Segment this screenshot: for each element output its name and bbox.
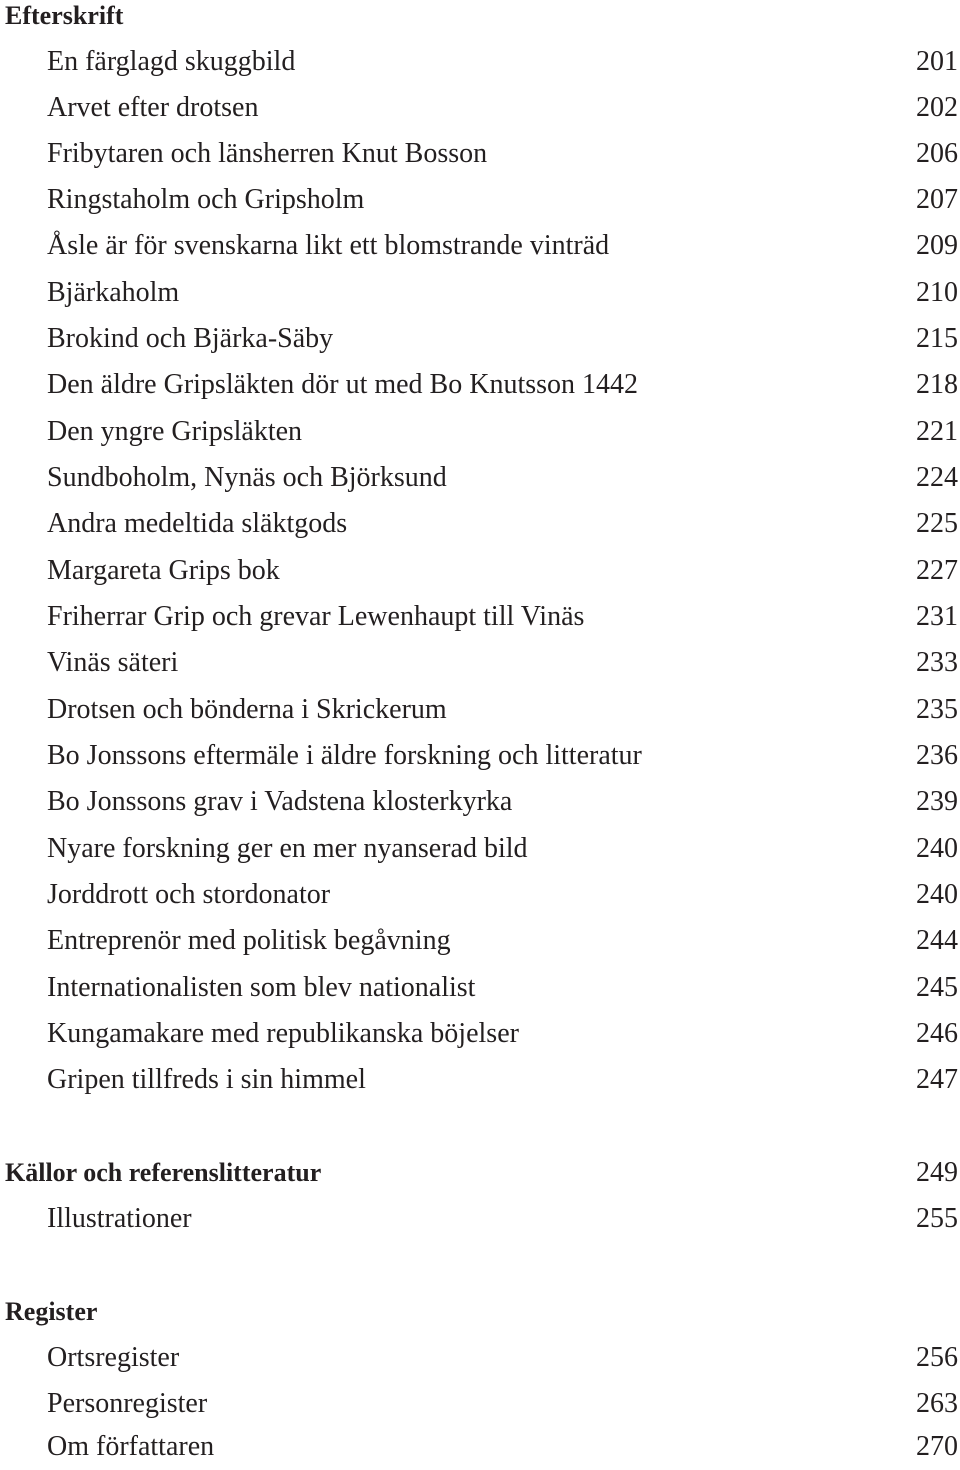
toc-entry-page: 233 — [916, 647, 958, 678]
toc-entry-title: Ortsregister — [47, 1342, 180, 1373]
toc-entry-page: 263 — [916, 1388, 958, 1419]
toc-entry-page: 224 — [916, 462, 958, 493]
toc-entry-page: 240 — [916, 833, 958, 864]
toc-entry-title: Andra medeltida släktgods — [47, 508, 348, 539]
toc-entry — [0, 1335, 960, 1381]
toc-entry-page: 218 — [916, 369, 958, 400]
toc-entry-title: Jorddrott och stordonator — [47, 879, 331, 910]
toc-entry — [0, 501, 960, 547]
toc-entry-page: 235 — [916, 694, 958, 725]
section-heading-title: Efterskrift — [5, 1, 124, 30]
toc-entry-title: Internationalisten som blev nationalist — [47, 972, 476, 1003]
toc-entry — [0, 918, 960, 964]
toc-entry-title: En färglagd skuggbild — [47, 46, 296, 77]
toc-entry — [0, 270, 960, 316]
toc-entry — [0, 733, 960, 779]
toc-entry-page: 202 — [916, 92, 958, 123]
toc-entry-page: 245 — [916, 972, 958, 1003]
toc-entry-page: 256 — [916, 1342, 958, 1373]
toc-entry — [0, 223, 960, 269]
toc-entry — [0, 316, 960, 362]
toc-entry-title: Brokind och Bjärka-Säby — [47, 323, 334, 354]
toc-entry-page: 231 — [916, 601, 958, 632]
toc-entry-title: Bo Jonssons eftermäle i äldre forskning och litteratur — [47, 740, 642, 771]
toc-entry — [0, 548, 960, 594]
toc-entry — [0, 826, 960, 872]
toc-entry-page: 215 — [916, 323, 958, 354]
toc-entry-title: Den yngre Gripsläkten — [47, 416, 303, 447]
toc-entry-page: 225 — [916, 508, 958, 539]
toc-entry — [0, 965, 960, 1011]
toc-entry-title: Vinäs säteri — [47, 647, 179, 678]
toc-entry — [0, 131, 960, 177]
section-heading — [0, 0, 960, 39]
toc-entry-title: Bjärkaholm — [47, 277, 180, 308]
toc-entry-title: Sundboholm, Nynäs och Björksund — [47, 462, 447, 493]
section-heading — [0, 1150, 960, 1196]
toc-entry-title: Kungamakare med republikanska böjelser — [47, 1018, 519, 1049]
toc-entry-title: Gripen tillfreds i sin himmel — [47, 1064, 366, 1095]
toc-entry-page: 239 — [916, 786, 958, 817]
toc-entry-page: 246 — [916, 1018, 958, 1049]
toc-entry-title: Den äldre Gripsläkten dör ut med Bo Knutsson 1442 — [47, 369, 639, 400]
toc-entry-page: 206 — [916, 138, 958, 169]
toc-entry — [0, 85, 960, 131]
toc-entry — [0, 39, 960, 85]
toc-entry-page: 210 — [916, 277, 958, 308]
toc-entry — [0, 872, 960, 918]
toc-entry — [0, 1196, 960, 1242]
toc-entry-page: 270 — [916, 1431, 958, 1462]
toc-entry-page: 207 — [916, 184, 958, 215]
section-heading-title: Register — [5, 1297, 98, 1326]
toc-entry-title: Åsle är för svenskarna likt ett blomstrande vinträd — [47, 230, 610, 261]
toc-entry-title: Ringstaholm och Gripsholm — [47, 184, 365, 215]
toc-entry-page: 209 — [916, 230, 958, 261]
toc-entry — [0, 594, 960, 640]
toc-entry-page: 201 — [916, 46, 958, 77]
section-heading — [0, 1289, 960, 1335]
toc-entry-page: 236 — [916, 740, 958, 771]
section-heading-title: Källor och referenslitteratur — [5, 1158, 322, 1187]
toc-entry-title: Entreprenör med politisk begåvning — [47, 925, 451, 956]
toc-entry-title: Illustrationer — [47, 1203, 192, 1234]
toc-entry-title: Fribytaren och länsherren Knut Bosson — [47, 138, 488, 169]
toc-entry-title: Friherrar Grip och grevar Lewenhaupt till Vinäs — [47, 601, 585, 632]
toc-entry — [0, 1424, 960, 1470]
toc-entry-page: 255 — [916, 1203, 958, 1234]
toc-entry — [0, 687, 960, 733]
toc-entry — [0, 640, 960, 686]
toc-entry — [0, 1057, 960, 1103]
toc-entry-title: Drotsen och bönderna i Skrickerum — [47, 694, 447, 725]
section-heading-page: 249 — [916, 1157, 958, 1188]
toc-entry-page: 247 — [916, 1064, 958, 1095]
toc-entry — [0, 455, 960, 501]
toc-entry-title: Personregister — [47, 1388, 208, 1419]
toc-entry-page: 227 — [916, 555, 958, 586]
toc-entry-title: Arvet efter drotsen — [47, 92, 259, 123]
toc-entry-title: Margareta Grips bok — [47, 555, 280, 586]
toc-entry — [0, 409, 960, 455]
toc-entry-page: 240 — [916, 879, 958, 910]
toc-entry — [0, 779, 960, 825]
toc-entry-page: 244 — [916, 925, 958, 956]
toc-entry — [0, 362, 960, 408]
toc-entry-title: Om författaren — [47, 1431, 215, 1462]
toc-entry — [0, 1011, 960, 1057]
toc-entry-title: Bo Jonssons grav i Vadstena klosterkyrka — [47, 786, 513, 817]
toc-entry-title: Nyare forskning ger en mer nyanserad bild — [47, 833, 528, 864]
toc-entry-page: 221 — [916, 416, 958, 447]
toc-entry — [0, 177, 960, 223]
toc-entry — [0, 1381, 960, 1427]
